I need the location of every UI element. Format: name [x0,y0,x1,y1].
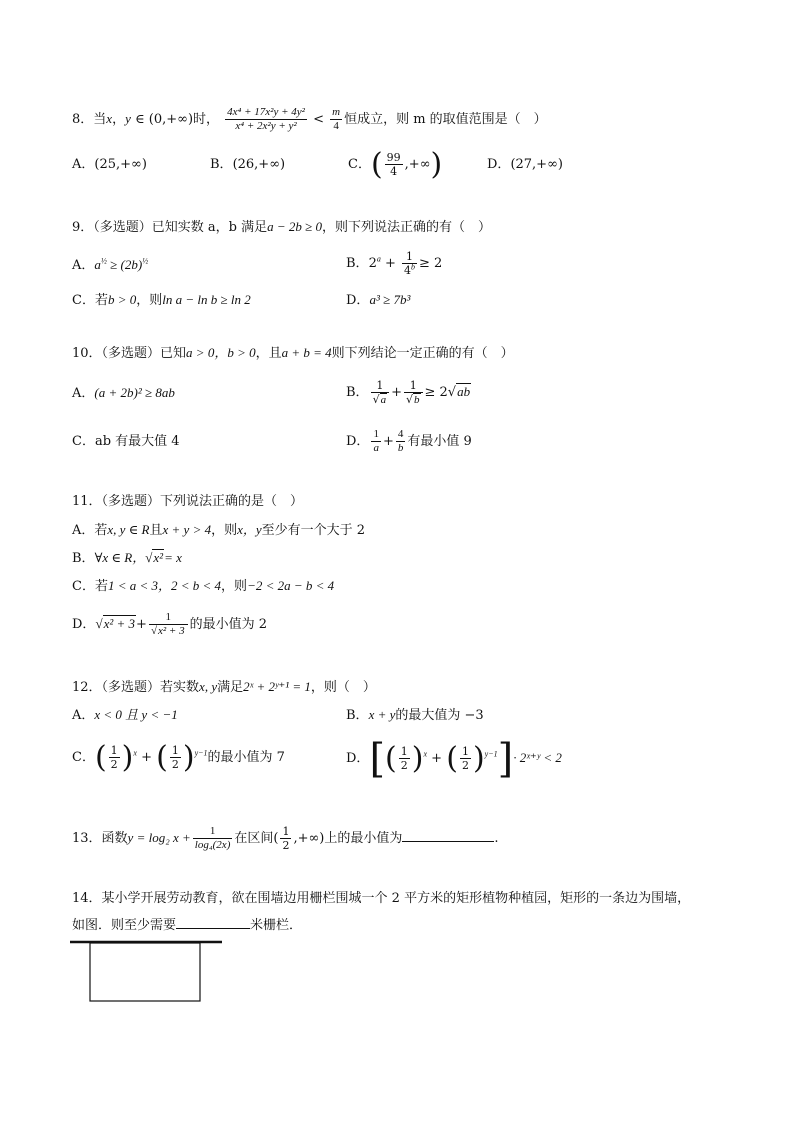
q10-stem [72,343,514,364]
q8-domain: y [125,111,131,126]
q12-a-label: A． [72,708,95,723]
q8-d-label: D． [487,157,511,172]
q11-c-text2: ，则 [221,579,248,594]
q11-b-expr2: = x [164,550,182,565]
q8-fraction [225,106,307,133]
q10-c-text: ab 有最大值 4 [94,434,180,449]
q11-a-expr3: x，y [237,522,262,537]
q10-stem-prefix: 10．（多选题）已知 [72,346,187,361]
q8-option-c: C．( $\frac{99}{4}$ ,+∞) [348,146,443,182]
q11-c-expr: 1 < a < 3，2 < b < 4 [107,578,222,593]
q12-c-half-den: 2 [110,758,118,771]
q9-b-frac-num: 1 [406,250,414,263]
q9-stem-prefix: 9．（多选题）已知实数 a，b 满足 [72,220,268,235]
q11-a-text3: ，则 [211,523,238,538]
q10-stem-cond: a > 0，b > 0 [186,345,256,360]
q11-a-expr2: x + y > 4 [162,522,212,537]
q13-expr: y = log₂ x + [127,830,191,845]
q8-lt: < [308,112,329,127]
q12-d-tail: · 2ˣ⁺ʸ < 2 [513,750,562,765]
q9-b-expr2: ≥ 2 [419,256,443,271]
q11-d-sqrt: x² + 3 [103,616,136,631]
q11-option-b: B．∀x ∈ R，√x²= x [72,550,182,566]
q14-line2 [72,916,302,936]
q8-b-value: (26,+∞) [232,157,286,172]
q8-middle: 时， [193,112,220,127]
q9-b-label: B． [346,256,369,271]
q12-c-tail: 的最小值为 7 [207,750,285,765]
q9-option-d [346,290,410,311]
q9-d-label: D． [346,293,370,308]
q8-c-label: C． [348,157,371,172]
q11-d-tail: 的最小值为 2 [189,617,267,632]
q9-option-b: B．$2^a$ + $\frac{1}{4^b}$ ≥ 2 [346,250,443,277]
q10-c-label: C． [72,434,95,449]
q9-stem-cond: a − 2b ≥ 0 [267,219,323,234]
q8-stem: 8．当x，y ∈ (0,+∞)时， $\frac{\text{4x⁴ + 17x²y + 4y²}}{\text{x⁴ + 2x²y + y²}}$ < $\frac{m}{4}$ 恒成立，则 m 的取值范围是（ ） [72,106,547,132]
q12-option-c: C．( $\frac{1}{2}$ )$^x$ + ( $\frac{1}{2}$ )$^{y-1}$的最小值为 7 [72,739,285,775]
q12-b-label: B． [346,708,369,723]
q11-a-expr1: x, y ∈ R [107,522,150,537]
q8-suffix: 恒成立，则 m 的取值范围是（ ） [344,112,547,127]
q8-option-a [72,155,147,175]
q13-suffix: 上的最小值为 [324,831,403,846]
q8-m-num: m [332,106,341,118]
q11-option-a [72,520,365,541]
q13-frac-den: log₄(2x) [194,839,231,851]
q10-d-tail: 有最小值 9 [407,434,472,449]
q9-c-label: C．若 [72,293,108,308]
q9-b-frac-den: 4 [404,264,412,277]
q8-var-x: x [106,111,113,126]
q12-stem-suffix: ，则（ ） [310,680,376,695]
q8-prefix: 8．当 [72,112,107,127]
q11-c-text1: C．若 [72,579,108,594]
q9-a-label: A． [72,258,95,273]
q10-b-sqrt: ab [457,384,471,399]
q8-a-value: (25,+∞) [94,157,147,172]
q11-b-text: B． [72,551,95,566]
q9-option-a: A．$a^{\frac{1}{2}} \ge (2b)^{\frac{1}{2}}$ [72,256,149,273]
q11-a-text1: A．若 [72,523,108,538]
q10-stem-mid: ，且 [255,346,282,361]
q11-option-c [72,576,334,597]
q8-frac-num: 4x⁴ + 17x²y + 4y² [227,106,305,118]
q8-frac-den: x⁴ + 2x²y + y² [235,120,297,132]
q10-b-label: B． [346,385,369,400]
q10-option-d [346,424,472,460]
q9-b-expr1: 2 [368,256,377,271]
q10-stem-cond2: a + b = 4 [281,345,332,360]
q12-stem-prefix: 12．（多选题）若实数 [72,680,200,695]
q8-m-den: 4 [333,120,339,132]
q12-d-label: D． [346,751,370,766]
q12-c-half-num: 1 [110,744,118,757]
q13-answer-blank[interactable] [402,829,494,842]
q9-option-c [72,290,251,311]
q14-line1: 14．某小学开展劳动教育，欲在围墙边用栅栏围城一个 2 平方米的矩形植物种植园，矩形的一条边为围墙， [72,891,691,906]
q11-c-expr2: −2 < 2a − b < 4 [247,578,335,593]
q13-int-num: 1 [282,825,290,838]
q10-b-expr-tail: ≥ 2 [424,385,448,400]
q14-answer-blank[interactable] [176,916,250,929]
q8-option-d [487,155,563,175]
q13-frac-num: 1 [209,825,216,837]
q11-b-expr: ∀x ∈ R， [94,550,146,565]
q12-stem [72,677,376,698]
q12-stem-vars: x, y [199,679,218,694]
q13-int-tail: ,+∞) [293,831,325,846]
q10-d-plus: + [382,434,394,449]
q8-c-num: 99 [386,151,401,164]
q13-end: . [494,831,499,846]
q9-c-expr: b > 0 [107,292,137,307]
q12-c-label: C． [72,750,95,765]
q10-d-frac2-den: b [397,442,404,454]
q11-d-frac-num: 1 [165,611,172,623]
q14-diagram [70,938,230,1008]
q8-d-value: (27,+∞) [510,157,563,172]
q13-prefix: 13．函数 [72,831,128,846]
q12-option-d: D．[( $\frac{1}{2}$ )$^x$ + ( $\frac{1}{2}$ )$^{y-1}$]· 2ˣ⁺ʸ < 2 [346,735,562,782]
q12-stem-cond: 2ˣ + 2ʸ⁺¹ = 1 [243,679,311,694]
q9-c-expr2: ln a − ln b ≥ ln 2 [162,292,251,307]
q8-c-den: 4 [390,165,398,178]
q10-option-a [72,383,175,404]
q12-b-expr: x + y [368,707,396,722]
q9-stem [72,217,491,238]
q10-a-label: A． [72,386,95,401]
q12-a-expr: x < 0 且 y < −1 [94,707,178,722]
q13-int-den: 2 [282,839,290,852]
q9-a-expr: ≥ (2b) [110,257,143,272]
q11-a-text4: 至少有一个大于 2 [261,523,366,538]
q12-b-tail: 的最大值为 −3 [395,708,484,723]
q13-stem [72,818,499,859]
q10-stem-suffix: 则下列结论一定正确的有（ ） [331,346,514,361]
q14-line2-a: 如图．则至少需要 [72,918,177,933]
q10-a-expr: (a + 2b)² ≥ 8ab [94,385,175,400]
q9-d-expr: a³ ≥ 7b³ [369,292,411,307]
q14-line2-b: 米栅栏． [250,918,303,933]
q10-d-label: D． [346,434,370,449]
garden-rectangle [90,943,200,1001]
q11-stem: 11．（多选题）下列说法正确的是（ ） [72,494,304,509]
q8-b-label: B． [210,157,233,172]
q11-d-plus: + [136,617,147,632]
q11-d-text: D． [72,617,96,632]
q9-stem-suffix: ，则下列说法正确的有（ ） [322,220,492,235]
q10-d-frac2-num: 4 [397,428,404,440]
q8-a-label: A． [72,157,95,172]
q8-c-tail: ,+∞ [404,157,431,172]
q8-option-b [210,155,285,175]
q10-d-frac1-den: a [373,442,379,454]
q8-m-frac [330,106,342,133]
q12-option-a [72,705,178,726]
q11-a-text2: 且 [149,523,163,538]
q10-option-b: B． $\frac{1}{√a}$ + $\frac{1}{√b}$ ≥ 2√ab [346,378,471,406]
q10-d-frac1-num: 1 [373,428,379,440]
q10-option-c [72,432,180,452]
q12-stem-mid: 满足 [217,680,244,695]
q12-option-b [346,705,484,726]
q11-option-d: D．√x² + 3+ $\frac{1}{\text{√x² + 3}}$ 的最小值为 2 [72,611,267,637]
q9-c-mid: ，则 [136,293,163,308]
q13-mid: 在区间( [234,831,279,846]
